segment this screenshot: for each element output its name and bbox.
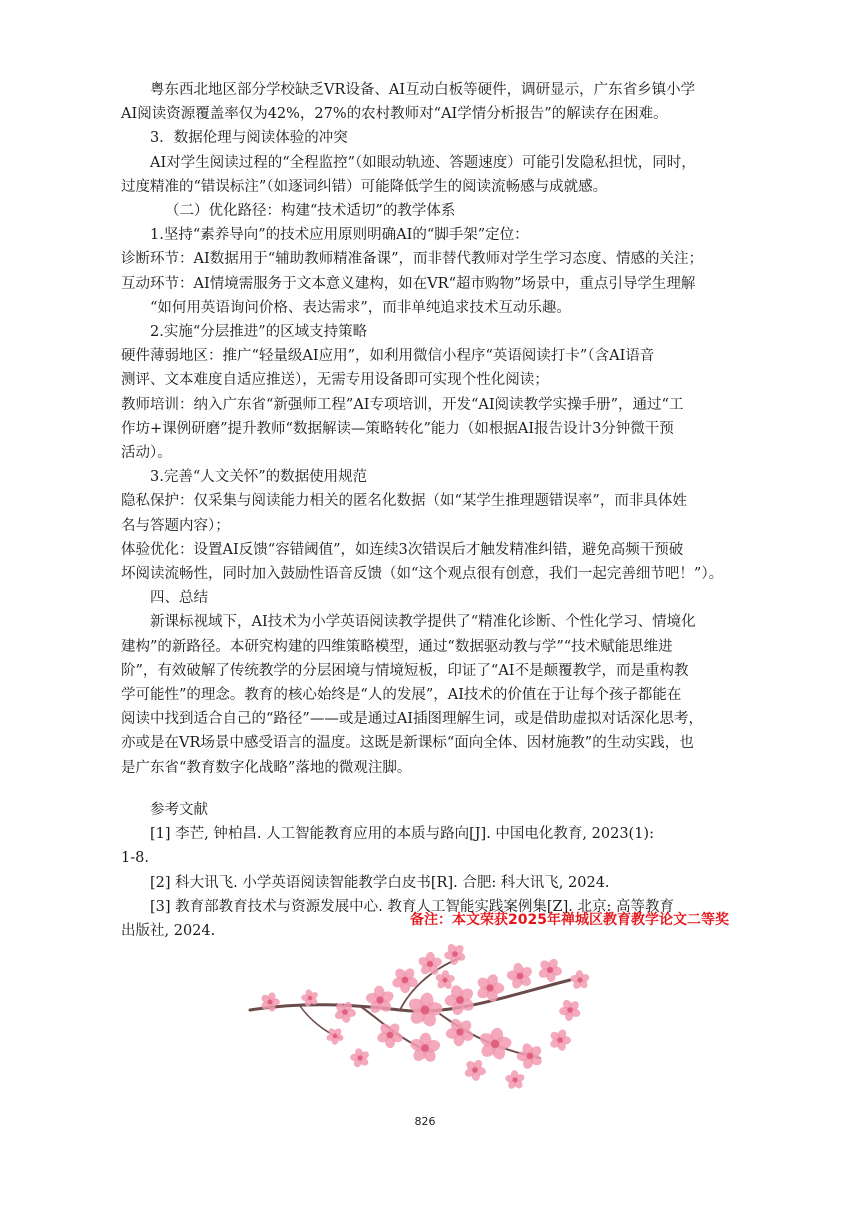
blossom-icon — [326, 1027, 345, 1045]
paragraph-line: 诊断环节：AI数据用于“辅助教师精准备课”，而非替代教师对学生学习态度、情感的关注； — [121, 251, 704, 268]
blossom-icon — [506, 962, 534, 990]
paragraph-line: “如何用英语询问价格、表达需求”，而非单纯追求技术互动乐趣。 — [150, 299, 571, 316]
paragraph-line: AI阅读资源覆盖率仅为42%，27%的农村教师对“AI学情分析报告”的解读存在困难。 — [121, 106, 668, 123]
blossom-icon — [417, 952, 443, 977]
paragraph-line: 互动环节：AI情境需服务于文本意义建构，如在VR“超市购物”场景中，重点引导学生理解 — [121, 275, 696, 292]
blossom-icon — [350, 1048, 371, 1069]
body-text — [121, 78, 729, 943]
paragraph-line: 教师培训：纳入广东省“新强师工程”AI专项培训，开发“AI阅读教学实操手册”，通过“工 — [121, 396, 684, 413]
paragraph-line: 建构”的新路径。本研究构建的四维策略模型，通过“数据驱动教与学”“技术赋能思维进 — [121, 638, 673, 655]
paragraph-line: 亦或是在VR场景中感受语言的温度。这既是新课标“面向全体、因材施教”的生动实践，也 — [121, 735, 694, 752]
reference-item: 1-8. — [121, 850, 149, 867]
paragraph-line: 坏阅读流畅性，同时加入鼓励性语音反馈（如“这个观点很有创意，我们一起完善细节吧！”）。 — [121, 566, 724, 583]
reference-item: [2] 科大讯飞. 小学英语阅读智能教学白皮书[R]. 合肥: 科大讯飞, 2024. — [150, 874, 610, 891]
blossom-icon — [549, 1028, 572, 1052]
section-heading: 3.完善“人文关怀”的数据使用规范 — [150, 469, 368, 486]
paragraph-line: 硬件薄弱地区：推广“轻量级AI应用”，如利用微信小程序“英语阅读打卡”（含AI语音 — [121, 348, 655, 365]
paragraph-line: 隐私保护：仅采集与阅读能力相关的匿名化数据（如“某学生推理题错误率”，而非具体姓 — [121, 493, 687, 510]
blossom-icon — [376, 1021, 404, 1048]
section-heading: 1.坚持“素养导向”的技术应用原则明确AI的“脚手架”定位： — [150, 227, 529, 244]
blossom-icon — [517, 1042, 544, 1070]
blossom-icon — [478, 1027, 513, 1062]
paragraph-line: AI对学生阅读过程的“全程监控”（如眼动轨迹、答题速度）可能引发隐私担忧，同时， — [150, 154, 696, 171]
blossom-icon — [537, 957, 563, 983]
blossom-icon — [504, 1070, 525, 1091]
blossom-icon — [443, 942, 466, 965]
blossom-icon — [558, 998, 581, 1021]
paragraph-line: 过度精准的“错误标注”（如逐词纠错）可能降低学生的阅读流畅感与成就感。 — [121, 178, 608, 195]
paragraph-line: 测评、文本难度自适应推送），无需专用设备即可实现个性化阅读； — [121, 372, 549, 389]
paragraph-line: 阶”，有效破解了传统教学的分层困境与情境短板，印证了“AI不是颠覆教学，而是重构教 — [121, 662, 689, 679]
reference-item: [1] 李芒, 钟柏昌. 人工智能教育应用的本质与路向[J]. 中国电化教育, 2023(1): — [150, 826, 654, 843]
section-heading: （二）优化路径：构建“技术适切”的教学体系 — [165, 203, 456, 220]
blossom-icon — [365, 985, 395, 1015]
paragraph-line: 新课标视域下，AI技术为小学英语阅读教学提供了“精准化诊断、个性化学习、情境化 — [150, 614, 696, 631]
section-heading: 四、总结 — [150, 590, 208, 607]
references-heading: 参考文献 — [150, 801, 208, 818]
paragraph-line: 阅读中找到适合自己的“路径”——或是通过AI插图理解生词，或是借助虚拟对话深化思考， — [121, 711, 704, 728]
award-note: 备注：本文荣获2025年禅城区教育教学论文二等奖 — [410, 912, 729, 928]
blossom-icon — [463, 1058, 486, 1081]
paragraph-line: 学可能性”的理念。教育的核心始终是“人的发展”，AI技术的价值在于让每个孩子都能在 — [121, 687, 682, 704]
reference-item: [3] 教育部教育技术与资源发展中心. 教育人工智能实践案例集[Z]. 北京: 高等教育 — [150, 898, 674, 915]
cherry-blossom-branch-icon — [240, 940, 610, 1115]
blossom-icon — [569, 970, 590, 991]
paragraph-line: 粤东西北地区部分学校缺乏VR设备、AI互动白板等硬件，调研显示，广东省乡镇小学 — [150, 82, 696, 98]
page-number: 826 — [414, 1115, 436, 1128]
paragraph-line: 体验优化：设置AI反馈“容错阈值”，如连续3次错误后才触发精准纠错，避免高频干预破 — [121, 541, 684, 558]
paragraph-line: 是广东省“教育数字化战略”落地的微观注脚。 — [121, 759, 412, 776]
blossom-icon — [409, 1032, 442, 1064]
paragraph-line: 活动）。 — [121, 445, 172, 462]
section-heading: 2.实施“分层推进”的区域支持策略 — [150, 324, 368, 341]
section-heading: 3．数据伦理与阅读体验的冲突 — [150, 130, 348, 147]
paragraph-line: 名与答题内容）； — [121, 517, 230, 534]
paragraph-line: 作坊+课例研磨”提升教师“数据解读—策略转化”能力（如根据AI报告设计3分钟微干预 — [121, 420, 674, 437]
reference-item: 出版社, 2024. — [121, 922, 216, 939]
